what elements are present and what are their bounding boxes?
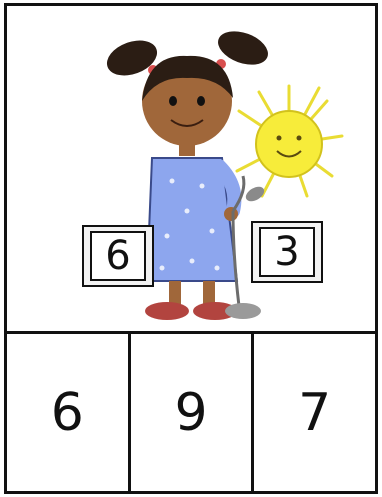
answer-choice-2[interactable]: 9: [131, 334, 255, 491]
answer-choices: [7, 334, 375, 491]
answer-choice-3[interactable]: 7: [298, 382, 332, 443]
illustration-panel: [7, 6, 375, 334]
right-number-tile: [250, 220, 324, 284]
counting-card: [4, 3, 378, 494]
right-number: 3: [274, 229, 300, 275]
left-number: 6: [105, 233, 131, 279]
answer-choice-1[interactable]: 6: [7, 334, 131, 491]
sun-icon: [237, 86, 342, 196]
left-number-tile: [81, 224, 155, 288]
